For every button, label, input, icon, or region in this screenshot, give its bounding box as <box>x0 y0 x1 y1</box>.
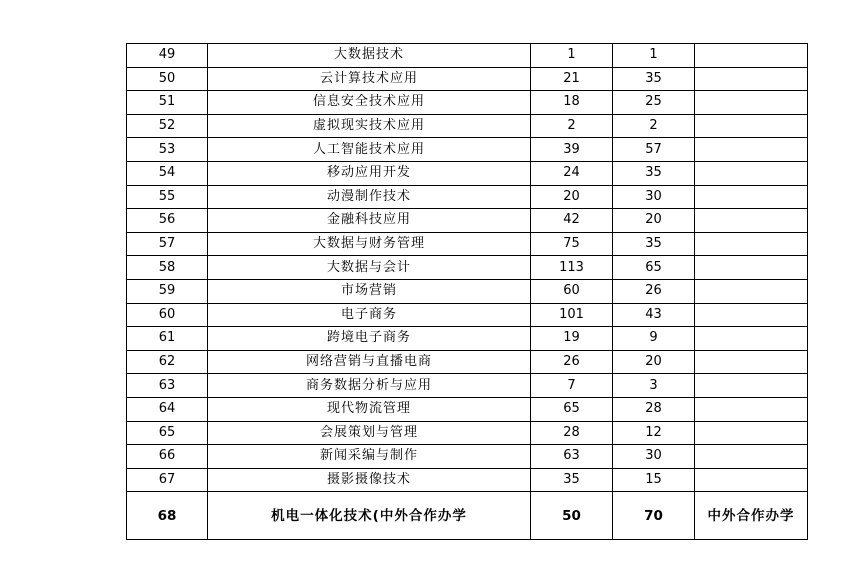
table-row <box>127 209 808 233</box>
count-a-cell: 60 <box>531 279 613 303</box>
count-a-cell: 2 <box>531 114 613 138</box>
row-number-cell: 68 <box>127 492 208 540</box>
count-b-cell: 28 <box>613 397 695 421</box>
row-number-cell: 49 <box>127 44 208 68</box>
count-b-cell: 2 <box>613 114 695 138</box>
note-cell <box>695 185 808 209</box>
table-row <box>127 114 808 138</box>
major-name-cell: 新闻采编与制作 <box>208 445 531 469</box>
row-number-cell: 56 <box>127 209 208 233</box>
count-b-cell: 9 <box>613 327 695 351</box>
note-cell <box>695 44 808 68</box>
row-number-cell: 53 <box>127 138 208 162</box>
count-a-cell: 50 <box>531 492 613 540</box>
note-cell: 中外合作办学 <box>695 492 808 540</box>
table-row <box>127 421 808 445</box>
count-b-cell: 26 <box>613 279 695 303</box>
note-cell <box>695 327 808 351</box>
count-b-cell: 43 <box>613 303 695 327</box>
count-b-cell: 12 <box>613 421 695 445</box>
count-b-cell: 3 <box>613 374 695 398</box>
count-a-cell: 18 <box>531 91 613 115</box>
major-name-cell: 云计算技术应用 <box>208 67 531 91</box>
count-b-cell: 1 <box>613 44 695 68</box>
row-number-cell: 65 <box>127 421 208 445</box>
major-name-cell: 会展策划与管理 <box>208 421 531 445</box>
table-row <box>127 91 808 115</box>
note-cell <box>695 468 808 492</box>
count-a-cell: 24 <box>531 161 613 185</box>
major-name-cell: 大数据与会计 <box>208 256 531 280</box>
note-cell <box>695 161 808 185</box>
row-number-cell: 54 <box>127 161 208 185</box>
row-number-cell: 60 <box>127 303 208 327</box>
row-number-cell: 63 <box>127 374 208 398</box>
table-row <box>127 350 808 374</box>
major-name-cell: 网络营销与直播电商 <box>208 350 531 374</box>
count-a-cell: 35 <box>531 468 613 492</box>
row-number-cell: 61 <box>127 327 208 351</box>
note-cell <box>695 114 808 138</box>
count-b-cell: 35 <box>613 67 695 91</box>
major-name-cell: 移动应用开发 <box>208 161 531 185</box>
major-name-cell: 虚拟现实技术应用 <box>208 114 531 138</box>
row-number-cell: 59 <box>127 279 208 303</box>
table-row <box>127 397 808 421</box>
table-row <box>127 468 808 492</box>
count-b-cell: 30 <box>613 445 695 469</box>
row-number-cell: 51 <box>127 91 208 115</box>
note-cell <box>695 421 808 445</box>
note-cell <box>695 397 808 421</box>
count-a-cell: 39 <box>531 138 613 162</box>
count-a-cell: 7 <box>531 374 613 398</box>
count-b-cell: 20 <box>613 350 695 374</box>
major-name-cell: 市场营销 <box>208 279 531 303</box>
note-cell <box>695 67 808 91</box>
table-row <box>127 67 808 91</box>
note-cell <box>695 232 808 256</box>
note-cell <box>695 445 808 469</box>
table-row <box>127 256 808 280</box>
count-a-cell: 63 <box>531 445 613 469</box>
table-row <box>127 185 808 209</box>
major-name-cell: 电子商务 <box>208 303 531 327</box>
count-b-cell: 65 <box>613 256 695 280</box>
count-a-cell: 101 <box>531 303 613 327</box>
note-cell <box>695 350 808 374</box>
note-cell <box>695 138 808 162</box>
count-a-cell: 42 <box>531 209 613 233</box>
table-row <box>127 327 808 351</box>
row-number-cell: 50 <box>127 67 208 91</box>
major-name-cell: 金融科技应用 <box>208 209 531 233</box>
major-name-cell: 商务数据分析与应用 <box>208 374 531 398</box>
major-name-cell: 人工智能技术应用 <box>208 138 531 162</box>
count-b-cell: 30 <box>613 185 695 209</box>
table-row <box>127 279 808 303</box>
count-b-cell: 25 <box>613 91 695 115</box>
note-cell <box>695 279 808 303</box>
count-a-cell: 26 <box>531 350 613 374</box>
count-a-cell: 20 <box>531 185 613 209</box>
count-b-cell: 35 <box>613 232 695 256</box>
table-row <box>127 492 808 540</box>
count-b-cell: 15 <box>613 468 695 492</box>
note-cell <box>695 303 808 327</box>
count-a-cell: 113 <box>531 256 613 280</box>
major-name-cell: 动漫制作技术 <box>208 185 531 209</box>
count-a-cell: 28 <box>531 421 613 445</box>
major-name-cell: 跨境电子商务 <box>208 327 531 351</box>
row-number-cell: 55 <box>127 185 208 209</box>
major-name-cell: 大数据与财务管理 <box>208 232 531 256</box>
note-cell <box>695 91 808 115</box>
table-row <box>127 161 808 185</box>
major-name-cell: 机电一体化技术(中外合作办学 <box>208 492 531 540</box>
note-cell <box>695 256 808 280</box>
note-cell <box>695 209 808 233</box>
table-row <box>127 303 808 327</box>
row-number-cell: 64 <box>127 397 208 421</box>
row-number-cell: 67 <box>127 468 208 492</box>
table-row <box>127 374 808 398</box>
row-number-cell: 62 <box>127 350 208 374</box>
major-name-cell: 现代物流管理 <box>208 397 531 421</box>
table-row <box>127 232 808 256</box>
count-a-cell: 19 <box>531 327 613 351</box>
row-number-cell: 57 <box>127 232 208 256</box>
table-row <box>127 445 808 469</box>
count-a-cell: 75 <box>531 232 613 256</box>
row-number-cell: 66 <box>127 445 208 469</box>
row-number-cell: 52 <box>127 114 208 138</box>
count-b-cell: 20 <box>613 209 695 233</box>
major-name-cell: 摄影摄像技术 <box>208 468 531 492</box>
count-a-cell: 21 <box>531 67 613 91</box>
table-body <box>127 44 808 540</box>
count-b-cell: 35 <box>613 161 695 185</box>
count-b-cell: 70 <box>613 492 695 540</box>
count-b-cell: 57 <box>613 138 695 162</box>
row-number-cell: 58 <box>127 256 208 280</box>
count-a-cell: 1 <box>531 44 613 68</box>
table-row <box>127 138 808 162</box>
count-a-cell: 65 <box>531 397 613 421</box>
major-name-cell: 大数据技术 <box>208 44 531 68</box>
table-row <box>127 44 808 68</box>
major-name-cell: 信息安全技术应用 <box>208 91 531 115</box>
enrollment-table <box>126 43 808 540</box>
note-cell <box>695 374 808 398</box>
